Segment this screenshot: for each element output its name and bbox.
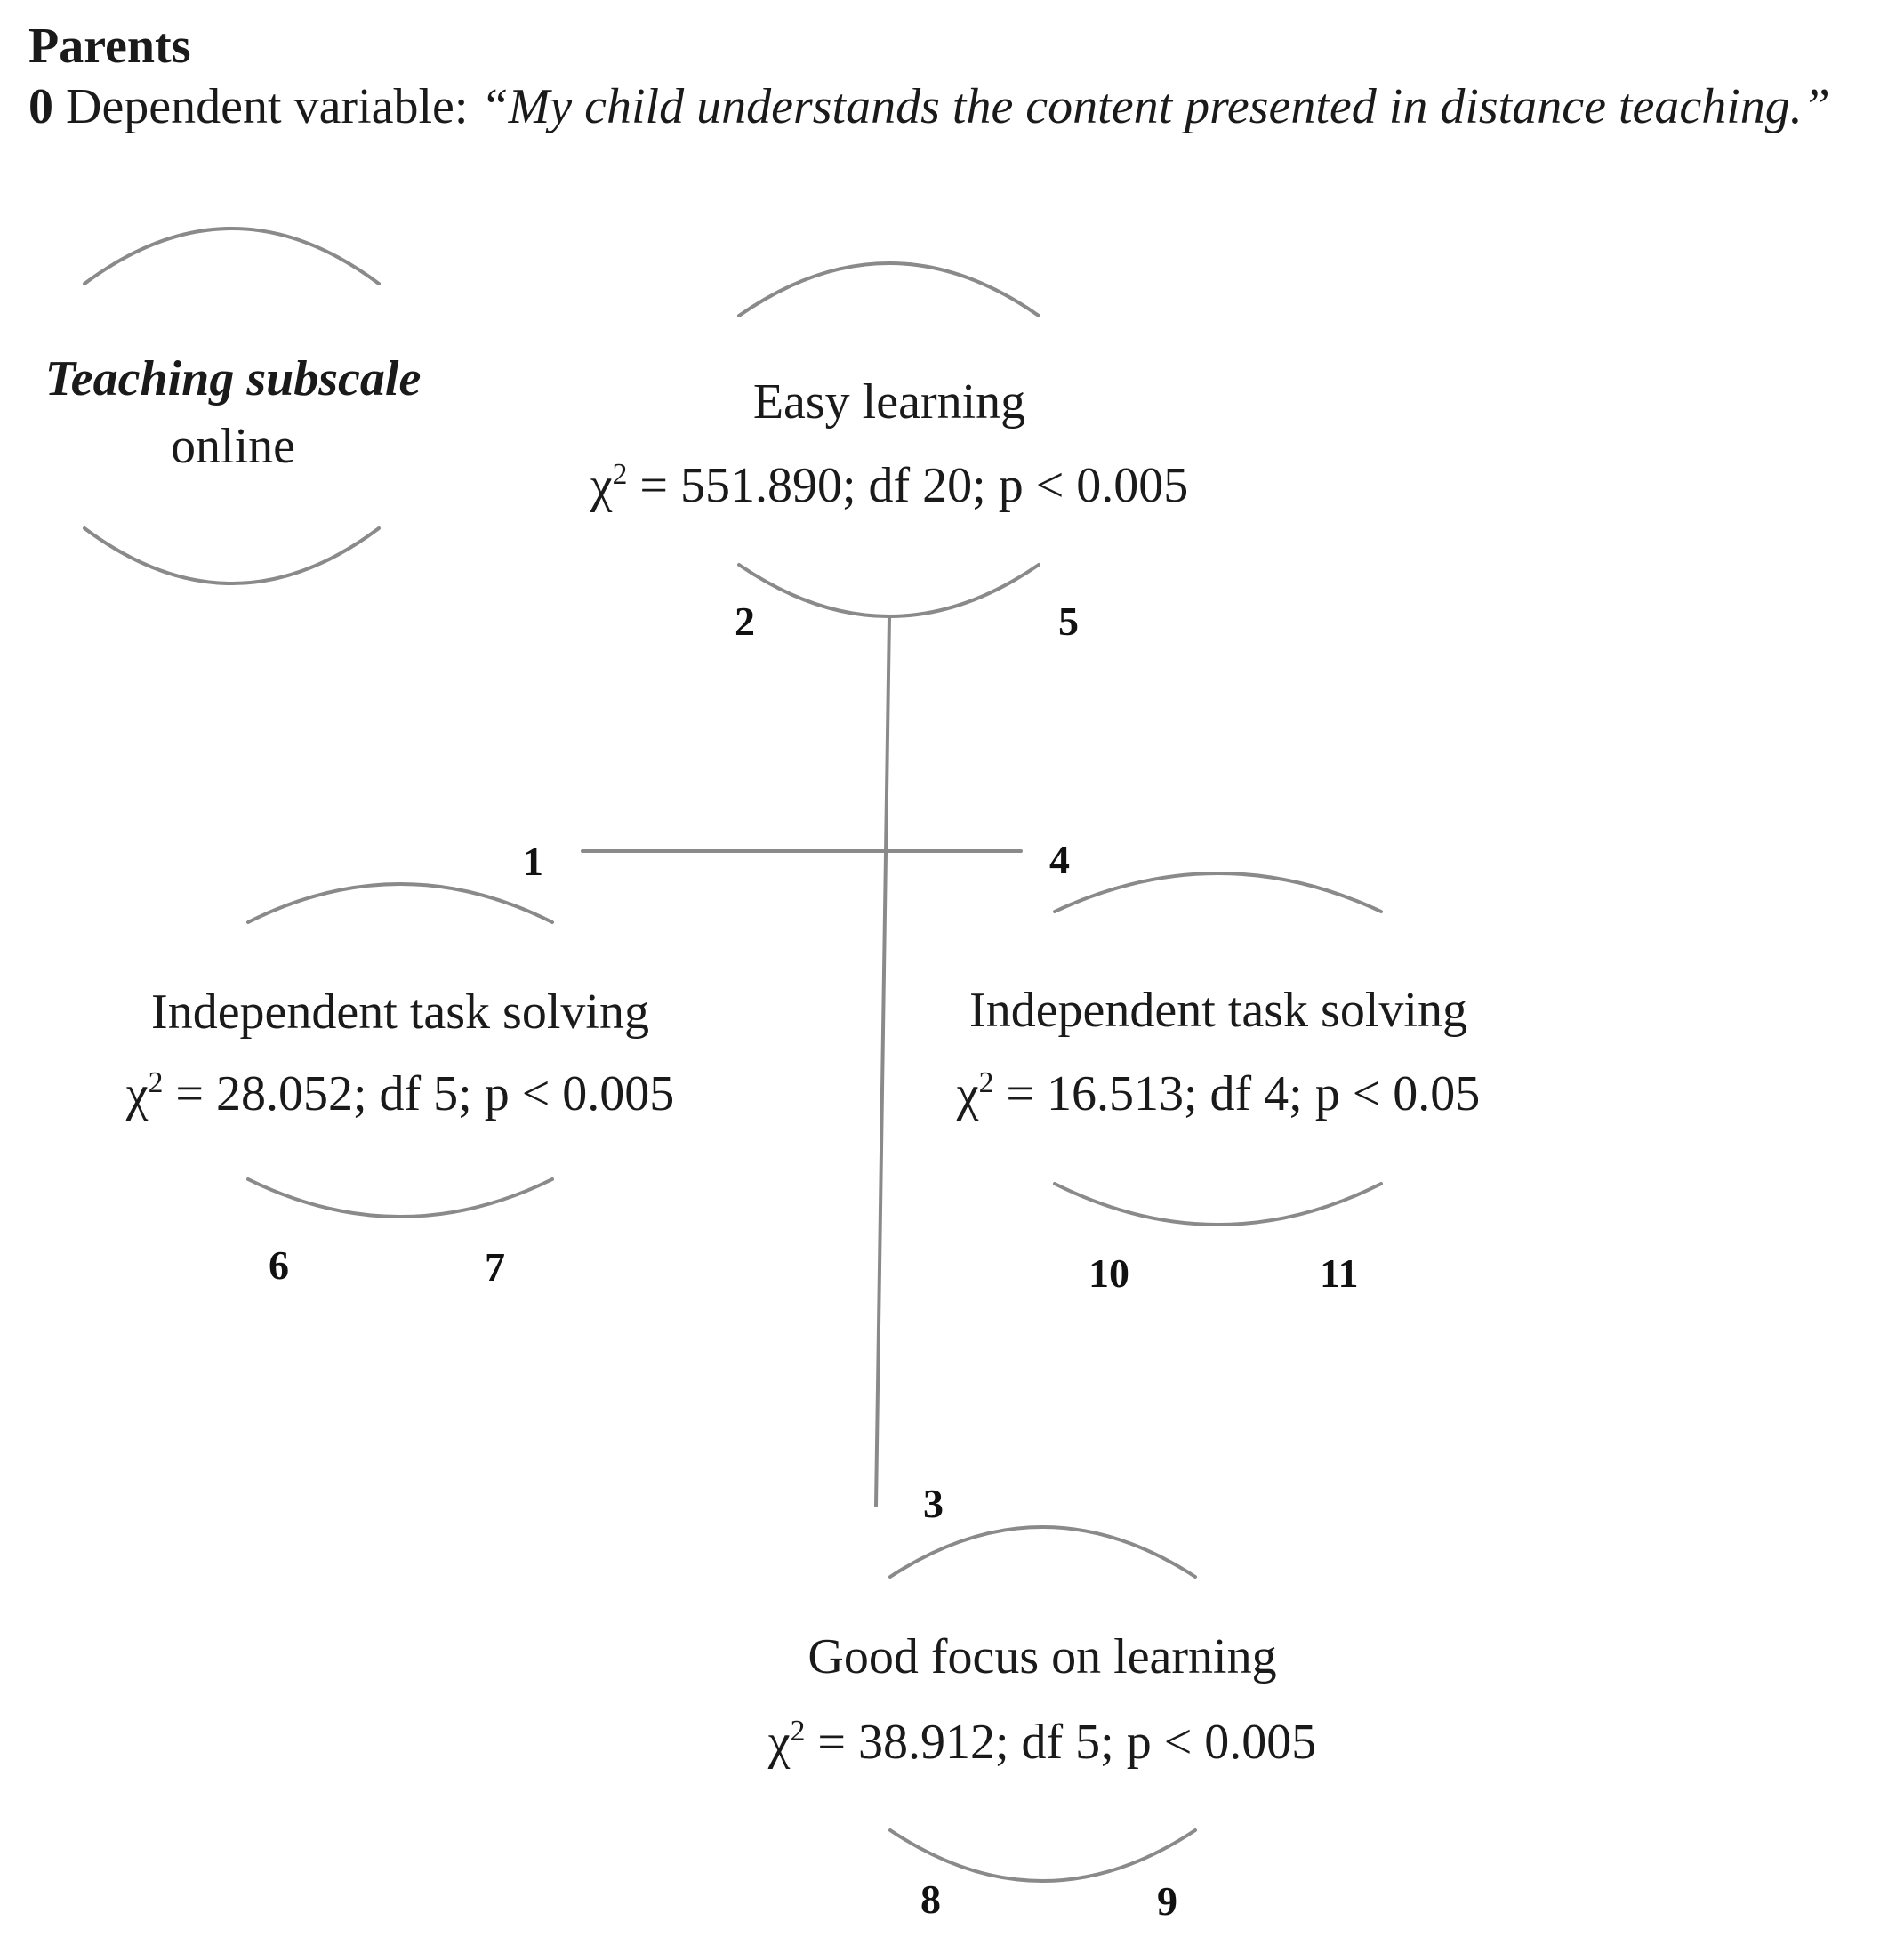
branch-label-4: 4 — [1049, 837, 1070, 882]
easy-learning-stats — [590, 457, 1189, 513]
independent-right-stats — [956, 1065, 1481, 1121]
good-focus-stats — [767, 1714, 1317, 1770]
root-node-subtitle: online — [171, 419, 295, 474]
vertical-connector — [876, 616, 889, 1506]
branch-label-5: 5 — [1058, 599, 1079, 644]
chi-power: 2 — [790, 1714, 806, 1748]
branch-label-1: 1 — [523, 839, 543, 884]
easy-learning-bottom-arc — [739, 565, 1039, 616]
dependent-prefix: Dependent variable: — [66, 79, 469, 134]
chi-power: 2 — [978, 1065, 994, 1099]
easy-learning-top-arc — [739, 263, 1039, 316]
branch-label-8: 8 — [920, 1877, 941, 1922]
chi-symbol: χ — [590, 458, 613, 513]
stats-value: = 38.912; df 5; p < 0.005 — [805, 1715, 1317, 1770]
independent-left-title: Independent task solving — [151, 985, 649, 1040]
independent-right-top-arc — [1055, 873, 1381, 912]
root-node-title: Teaching subscale — [44, 351, 422, 406]
branch-label-7: 7 — [485, 1244, 505, 1290]
chi-power: 2 — [148, 1065, 164, 1099]
good-focus-top-arc — [890, 1527, 1195, 1577]
branch-label-11: 11 — [1320, 1250, 1359, 1296]
independent-left-top-arc — [248, 884, 552, 922]
independent-right-bottom-arc — [1055, 1184, 1381, 1225]
good-focus-bottom-arc — [890, 1830, 1195, 1881]
good-focus-title: Good focus on learning — [807, 1629, 1277, 1684]
branch-label-9: 9 — [1157, 1878, 1177, 1924]
stats-value: = 551.890; df 20; p < 0.005 — [627, 458, 1189, 513]
root-node-bottom-arc — [84, 528, 379, 583]
chi-symbol: χ — [767, 1715, 791, 1770]
independent-left-stats — [125, 1065, 675, 1121]
independent-right-title: Independent task solving — [969, 983, 1467, 1038]
root-node-top-arc — [84, 229, 379, 284]
easy-learning-title: Easy learning — [752, 374, 1026, 430]
independent-left-bottom-arc — [248, 1179, 552, 1217]
dependent-number: 0 — [28, 79, 53, 134]
branch-label-2: 2 — [735, 599, 755, 644]
group-heading: Parents — [28, 19, 191, 74]
branch-label-3: 3 — [923, 1481, 944, 1526]
chi-power: 2 — [612, 457, 628, 491]
stats-value: = 16.513; df 4; p < 0.05 — [993, 1066, 1481, 1121]
stats-value: = 28.052; df 5; p < 0.005 — [163, 1066, 675, 1121]
branch-label-10: 10 — [1089, 1250, 1129, 1296]
dependent-quote: “My child understands the content presented in distance teaching.” — [480, 79, 1830, 134]
branch-label-6: 6 — [269, 1242, 289, 1288]
chi-symbol: χ — [956, 1066, 979, 1121]
chi-symbol: χ — [125, 1066, 149, 1121]
